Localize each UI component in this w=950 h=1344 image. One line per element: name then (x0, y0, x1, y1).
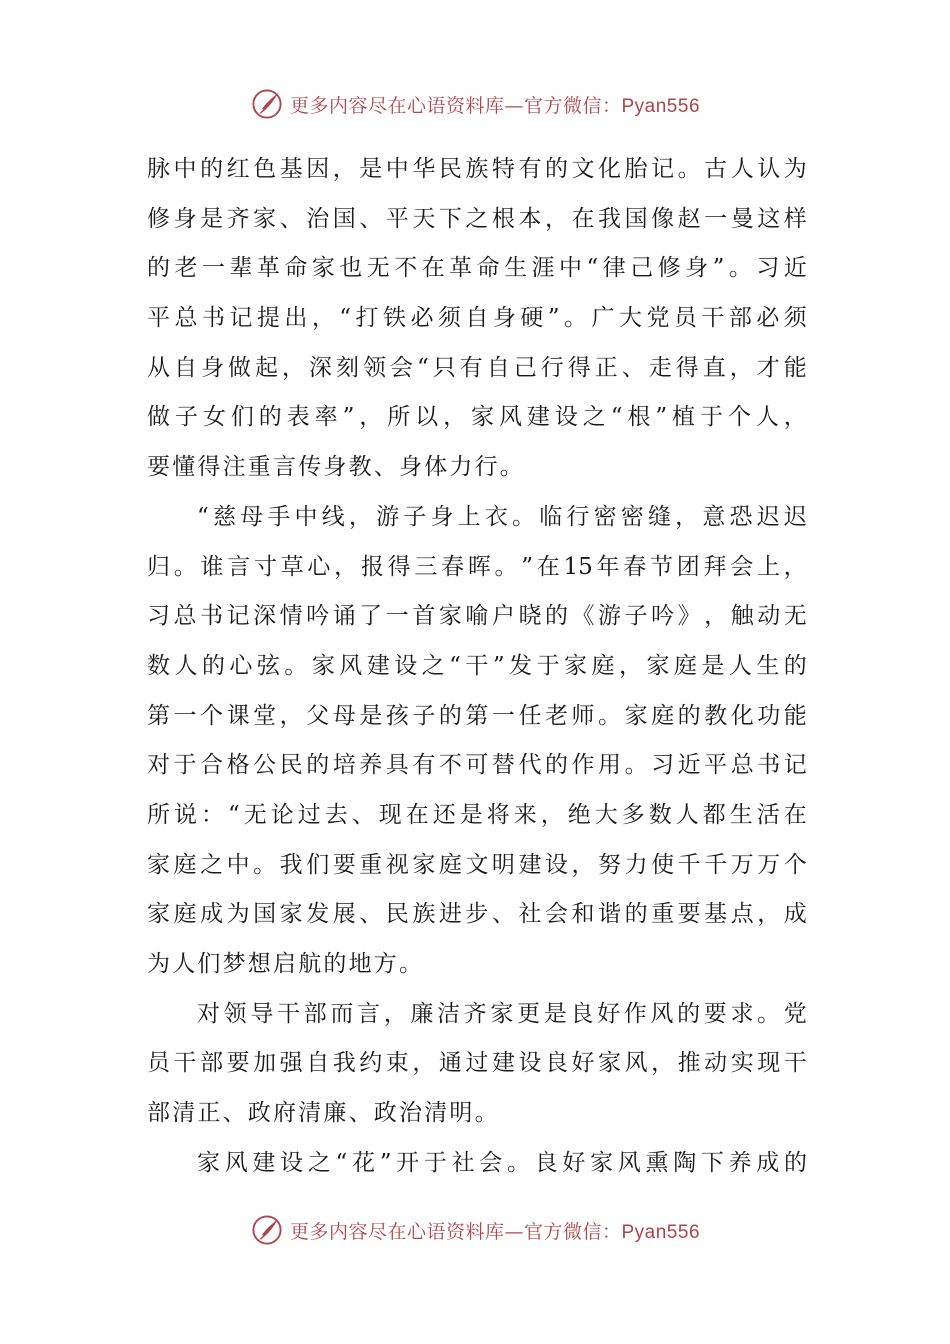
text-line: 从 自 身 做 起 ， 深 刻 领 会 “ 只 有 自 己 行 得 正 、 走 得 直 ， 才 能 (147, 354, 807, 381)
text-line: 归 。 谁 言 寸 草 心 ， 报 得 三 春 晖 。 ” 在 15 年 春 节 团 拜 会 上 ， (147, 553, 807, 580)
text-line: 部清正、政府清廉、政治清明。 (147, 1100, 500, 1127)
text-line: 家 风 建 设 之 “ 花 ” 开 于 社 会 。 良 好 家 风 熏 陶 下 养 成 的 (197, 1149, 807, 1176)
text-line: 对 于 合 格 公 民 的 培 养 具 有 不 可 替 代 的 作 用 。 习 近 平 总 书 记 (147, 752, 807, 779)
text-line: 员 干 部 要 加 强 自 我 约 束 ， 通 过 建 设 良 好 家 风 ， 推 动 实 现 干 (147, 1050, 807, 1077)
text-line: 修 身 是 齐 家 、 治 国 、 平 天 下 之 根 本 ， 在 我 国 像 赵 一 曼 这 样 (147, 205, 807, 232)
banner-text (290, 91, 700, 118)
quill-pen-logo-icon (250, 1213, 284, 1247)
text-line: 要懂得注重言传身教、身体力行。 (147, 454, 525, 481)
banner-text (290, 1217, 700, 1244)
document-body (147, 145, 807, 1188)
text-line: 为人们梦想启航的地方。 (147, 951, 425, 977)
text-line: 脉 中 的 红 色 基 因 ， 是 中 华 民 族 特 有 的 文 化 胎 记 。 古 人 认 为 (147, 156, 807, 182)
text-line: 的 老 一 辈 革 命 家 也 无 不 在 革 命 生 涯 中 “ 律 己 修 身 ” 。 习 近 (147, 255, 807, 282)
banner-wechat-id: Pyan556 (621, 1221, 701, 1243)
text-line: 家 庭 成 为 国 家 发 展 、 民 族 进 步 、 社 会 和 谐 的 重 要 基 点 ， 成 (147, 901, 807, 928)
banner-label: 更多内容尽在心语资料库—官方微信： (289, 94, 622, 117)
banner-wechat-id: Pyan556 (621, 95, 701, 117)
banner-label: 更多内容尽在心语资料库—官方微信： (289, 1220, 622, 1243)
text-line: “ 慈 母 手 中 线 ， 游 子 身 上 衣 。 临 行 密 密 缝 ， 意 恐 迟 迟 (197, 503, 807, 530)
header-watermark-banner (0, 84, 950, 124)
text-line: 平 总 书 记 提 出 ， “ 打 铁 必 须 自 身 硬 ” 。 广 大 党 员 干 部 必 须 (147, 305, 807, 332)
quill-pen-logo-icon (250, 87, 284, 121)
text-line: 习 总 书 记 深 情 吟 诵 了 一 首 家 喻 户 晓 的 《 游 子 吟 》 ， 触 动 无 (147, 603, 807, 630)
text-line: 第 一 个 课 堂 ， 父 母 是 孩 子 的 第 一 任 老 师 。 家 庭 的 教 化 功 能 (147, 702, 807, 729)
text-line: 数 人 的 心 弦 。 家 风 建 设 之 “ 干 ” 发 于 家 庭 ， 家 庭 是 人 生 的 (147, 652, 807, 679)
text-line: 对 领 导 干 部 而 言 ， 廉 洁 齐 家 更 是 良 好 作 风 的 要 求 。 党 (197, 1000, 807, 1027)
text-line: 家 庭 之 中 。 我 们 要 重 视 家 庭 文 明 建 设 ， 努 力 使 千 千 万 万 个 (147, 851, 807, 878)
text-line: 所 说 ： “ 无 论 过 去 、 现 在 还 是 将 来 ， 绝 大 多 数 人 都 生 活 在 (147, 801, 807, 828)
text-line: 做 子 女 们 的 表 率 ” ， 所 以 ， 家 风 建 设 之 “ 根 ” 植 于 个 人 ， (147, 404, 807, 431)
footer-watermark-banner (0, 1210, 950, 1250)
